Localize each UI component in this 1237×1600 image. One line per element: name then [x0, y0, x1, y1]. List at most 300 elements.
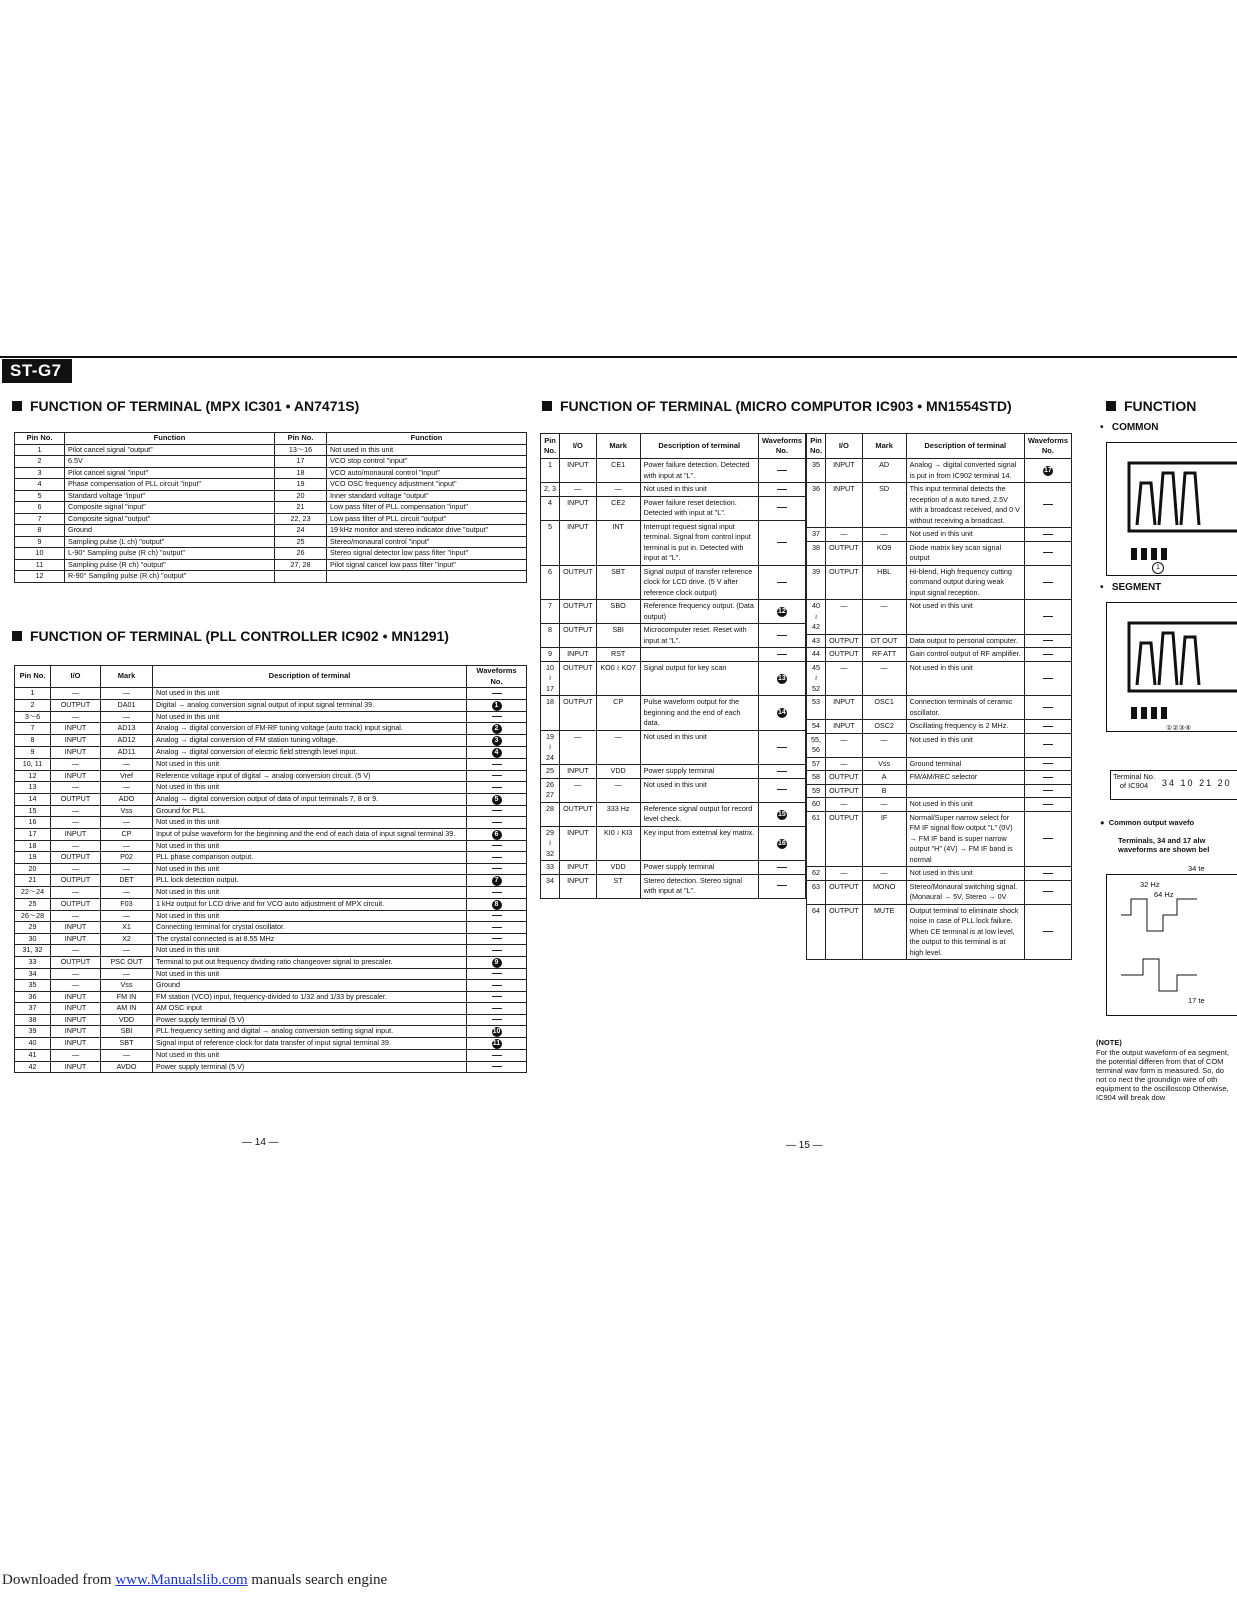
dash-icon	[1043, 654, 1053, 655]
table-cell: Digital → analog conversion signal output of input signal terminal 39.	[153, 699, 467, 711]
table-cell: Not used in this unit	[153, 711, 467, 723]
dash-icon	[492, 693, 502, 694]
dash-icon	[777, 654, 787, 655]
dash-icon	[492, 996, 502, 997]
col-header: Function	[65, 433, 275, 445]
table-row	[541, 624, 806, 648]
waveform-number-icon: 9	[492, 958, 502, 968]
table-cell: —	[826, 733, 863, 757]
dash-icon	[492, 857, 502, 858]
col-header: Pin No.	[541, 434, 560, 459]
table-cell: SBT	[596, 565, 640, 600]
table-cell: Not used in this unit	[153, 1050, 467, 1062]
table-row	[15, 536, 527, 548]
table-row	[807, 528, 1072, 542]
waveform-cell	[1024, 733, 1071, 757]
segment-label: • SEGMENT	[1100, 582, 1162, 593]
table-cell: AD12	[101, 735, 153, 747]
table-cell: 59	[807, 784, 826, 798]
table-row	[541, 520, 806, 565]
waveform-cell	[467, 817, 527, 829]
waveform-cell	[758, 861, 805, 875]
table-cell: Microcomputer reset. Reset with input at "L".	[640, 624, 758, 648]
dash-icon	[492, 938, 502, 939]
dash-icon	[492, 927, 502, 928]
waveform-number-icon: 8	[492, 900, 502, 910]
table-cell: 29 ≀ 32	[541, 826, 560, 861]
table-row	[541, 874, 806, 898]
table-cell: —	[560, 483, 597, 497]
table-cell: 6	[15, 502, 65, 514]
table-cell: 9	[15, 536, 65, 548]
table-cell: 26 27	[541, 778, 560, 802]
table-row	[15, 525, 527, 537]
micro-heading	[542, 398, 1012, 414]
waveform-cell	[1024, 600, 1071, 635]
waveform-cell	[1024, 784, 1071, 798]
waveform-cell	[467, 1026, 527, 1038]
table-cell: INPUT	[826, 720, 863, 734]
table-cell: 15	[15, 805, 51, 817]
table-cell: 18	[541, 696, 560, 731]
table-cell: OUTPUT	[560, 624, 597, 648]
table-row	[807, 811, 1072, 867]
table-cell: 4	[15, 479, 65, 491]
table-cell: 63	[807, 880, 826, 904]
table-cell: Not used in this unit	[906, 661, 1024, 696]
footer-suffix: manuals search engine	[247, 1572, 388, 1588]
table-cell: —	[101, 711, 153, 723]
table-cell: INPUT	[826, 696, 863, 720]
table-row	[15, 559, 527, 571]
table-cell: INPUT	[560, 648, 597, 662]
table-cell: AD13	[101, 723, 153, 735]
table-cell: —	[51, 945, 101, 957]
terminal-values	[1162, 778, 1232, 788]
table-row	[541, 802, 806, 826]
table-row	[15, 968, 527, 980]
table-row	[15, 805, 527, 817]
bullet-square-icon	[1106, 401, 1116, 411]
table-cell: Standard voltage "input"	[65, 490, 275, 502]
t17-label: 17 te	[1188, 996, 1205, 1005]
table-row	[15, 828, 527, 840]
lcd-segment-icon	[1107, 603, 1237, 731]
table-cell: 18	[275, 467, 327, 479]
table-row	[15, 852, 527, 864]
waveform-cell	[467, 1014, 527, 1026]
table-cell: PLL frequency setting and digital → analog conversion setting signal input.	[153, 1026, 467, 1038]
table-cell: PSC OUT	[101, 956, 153, 968]
table-row	[15, 1061, 527, 1073]
table-cell: —	[826, 528, 863, 542]
table-row	[807, 696, 1072, 720]
table-row	[541, 648, 806, 662]
table-cell: OUTPUT	[826, 771, 863, 785]
table-cell: Vss	[101, 805, 153, 817]
bullet-square-icon	[542, 401, 552, 411]
table-row	[15, 898, 527, 910]
dash-icon	[1043, 873, 1053, 874]
table-cell: Analog → digital conversion output of data of input terminals 7, 8 or 9.	[153, 793, 467, 805]
table-cell: OSC2	[862, 720, 906, 734]
table-row	[541, 765, 806, 779]
table-cell: SBI	[101, 1026, 153, 1038]
dash-icon	[1043, 790, 1053, 791]
dash-icon	[1043, 931, 1053, 932]
table-cell: —	[51, 688, 101, 700]
table-cell: INPUT	[51, 922, 101, 934]
waveform-cell	[467, 735, 527, 747]
table-cell: —	[560, 778, 597, 802]
note-title: (NOTE)	[1096, 1038, 1122, 1047]
table-cell: 16	[15, 817, 51, 829]
waveform-cell	[1024, 811, 1071, 867]
table-cell: 14	[15, 793, 51, 805]
waveform-cell	[758, 730, 805, 765]
table-cell: Not used in this unit	[327, 444, 527, 456]
dash-icon	[1043, 534, 1053, 535]
table-row	[15, 711, 527, 723]
table-cell: OUTPUT	[826, 880, 863, 904]
waveform-cell	[467, 991, 527, 1003]
waveform-cell	[758, 459, 805, 483]
dash-icon	[777, 582, 787, 583]
table-cell: INPUT	[560, 496, 597, 520]
table-cell: INPUT	[560, 874, 597, 898]
waveform-cell	[758, 778, 805, 802]
table-cell: —	[862, 528, 906, 542]
table-cell	[275, 571, 327, 583]
table-cell: B	[862, 784, 906, 798]
table-cell: —	[51, 863, 101, 875]
table-cell: 1 kHz output for LCD drive and for VCO auto adjustment of MPX circuit.	[153, 898, 467, 910]
table-cell: Not used in this unit	[906, 798, 1024, 812]
col-header: Pin No.	[275, 433, 327, 445]
side-panel	[1092, 380, 1237, 1140]
bullet-square-icon	[12, 401, 22, 411]
waveform-cell	[467, 688, 527, 700]
table-row	[15, 817, 527, 829]
waveform-cell	[467, 828, 527, 840]
dash-icon	[1043, 552, 1053, 553]
table-row	[15, 956, 527, 968]
table-cell: 43	[807, 634, 826, 648]
table-cell: Not used in this unit	[906, 528, 1024, 542]
table-row	[15, 490, 527, 502]
table-cell: —	[101, 863, 153, 875]
table-cell: 22～24	[15, 887, 51, 899]
table-cell: 39	[15, 1026, 51, 1038]
waveform-icon	[1107, 875, 1237, 1015]
waveform-cell	[467, 1038, 527, 1050]
table-cell: Gain control output of RF amplifier.	[906, 648, 1024, 662]
table-cell: 58	[807, 771, 826, 785]
table-cell: INT	[596, 520, 640, 565]
table-row	[15, 840, 527, 852]
table-cell: —	[101, 840, 153, 852]
table-cell: —	[862, 733, 906, 757]
table-cell: 12	[15, 571, 65, 583]
terminal-value: 21	[1199, 778, 1214, 788]
col-header: Description of terminal	[906, 434, 1024, 459]
dash-icon	[492, 985, 502, 986]
dash-icon	[1043, 804, 1053, 805]
table-row	[541, 861, 806, 875]
table-row	[541, 496, 806, 520]
table-cell: Not used in this unit	[906, 600, 1024, 635]
table-cell: Power supply terminal	[640, 765, 758, 779]
table-cell: OUTPUT	[826, 565, 863, 600]
waveform-cell	[1024, 565, 1071, 600]
table-row	[541, 483, 806, 497]
table-cell: SBO	[596, 600, 640, 624]
waveform-cell	[758, 802, 805, 826]
table-row	[15, 548, 527, 560]
waveform-cell	[1024, 459, 1071, 483]
table-row	[807, 720, 1072, 734]
table-cell: —	[51, 910, 101, 922]
table-cell: Oscillating frequency is 2 MHz.	[906, 720, 1024, 734]
table-row	[807, 757, 1072, 771]
table-cell: RF ATT	[862, 648, 906, 662]
dash-icon	[1043, 678, 1053, 679]
lcd-common-diagram	[1106, 442, 1237, 576]
table-cell: INPUT	[51, 1003, 101, 1015]
table-cell: Connection terminals of ceramic oscillator.	[906, 696, 1024, 720]
col-header: I/O	[826, 434, 863, 459]
table-row	[807, 867, 1072, 881]
table-cell: Stereo/monaural control "input"	[327, 536, 527, 548]
table-row	[541, 826, 806, 861]
table-cell: —	[101, 759, 153, 771]
waveform-cell	[467, 875, 527, 887]
dash-icon	[492, 845, 502, 846]
table-cell: 35	[807, 459, 826, 483]
table-cell: Connecting terminal for crystal oscillator.	[153, 922, 467, 934]
table-cell: Normal/Super narrow select for FM IF signal flow output "L" (0V) → FM IF band is super narrow output "H" (4V) → FM IF band is normal	[906, 811, 1024, 867]
table-row	[15, 1038, 527, 1050]
table-cell: AM OSC input	[153, 1003, 467, 1015]
table-cell: Sampling pulse (L ch) "output"	[65, 536, 275, 548]
table-cell: PLL lock detection output.	[153, 875, 467, 887]
terminal-label: Terminal No. of IC904	[1112, 772, 1156, 790]
table-cell: 8	[15, 735, 51, 747]
table-cell: INPUT	[560, 765, 597, 779]
waveform-cell	[467, 759, 527, 771]
waveform-cell	[758, 496, 805, 520]
table-cell: L-90° Sampling pulse (R ch) "output"	[65, 548, 275, 560]
table-cell: FM/AM/REC selector	[906, 771, 1024, 785]
table-cell: Composite signal "input"	[65, 502, 275, 514]
dash-icon	[492, 716, 502, 717]
table-cell: OUTPUT	[560, 565, 597, 600]
table-cell: INPUT	[51, 828, 101, 840]
table-row	[541, 459, 806, 483]
table-cell: —	[51, 887, 101, 899]
dash-icon	[777, 542, 787, 543]
dash-icon	[492, 868, 502, 869]
table-cell: A	[862, 771, 906, 785]
pll-heading	[12, 628, 449, 644]
table-row	[15, 467, 527, 479]
table-cell: ST	[596, 874, 640, 898]
table-cell: 17	[275, 456, 327, 468]
table-cell: Not used in this unit	[640, 778, 758, 802]
table-cell: —	[826, 757, 863, 771]
waveform-cell	[467, 840, 527, 852]
table-cell: INPUT	[560, 459, 597, 483]
common-output-text: Common output wavefo	[1108, 818, 1195, 827]
table-cell: INPUT	[51, 933, 101, 945]
waveform-number-icon: 2	[492, 724, 502, 734]
waveform-cell	[467, 747, 527, 759]
table-cell: —	[101, 887, 153, 899]
waveform-number-icon: 13	[778, 674, 786, 682]
table-row	[15, 688, 527, 700]
table-cell: OUTPUT	[560, 600, 597, 624]
table-cell: 26～28	[15, 910, 51, 922]
table-row	[807, 565, 1072, 600]
table-cell: KO0 ≀ KO7	[596, 661, 640, 696]
table-cell: 39	[807, 565, 826, 600]
table-row	[15, 1014, 527, 1026]
table-cell: Vss	[862, 757, 906, 771]
table-cell: —	[826, 798, 863, 812]
side-title: FUNCTION	[1124, 398, 1197, 414]
table-cell: 1	[15, 688, 51, 700]
table-cell: 8	[15, 525, 65, 537]
table-cell: Power supply terminal (5 V)	[153, 1014, 467, 1026]
col-header: I/O	[51, 666, 101, 688]
table-cell: 25	[541, 765, 560, 779]
terminals-text: Terminals, 34 and 17 alw waveforms are shown bel	[1118, 836, 1210, 854]
mpx-table	[14, 432, 527, 583]
table-cell: 20	[275, 490, 327, 502]
table-cell: —	[101, 817, 153, 829]
dash-icon	[1043, 504, 1053, 505]
table-cell: 22, 23	[275, 513, 327, 525]
table-cell: VDD	[101, 1014, 153, 1026]
manualslib-link[interactable]: www.Manualslib.com	[115, 1572, 248, 1588]
dash-icon	[492, 810, 502, 811]
table-cell: 1	[541, 459, 560, 483]
table-cell: Power supply terminal	[640, 861, 758, 875]
table-cell: Interrupt request signal input terminal. Signal from control input terminal is put in. Detected with input at "L".	[640, 520, 758, 565]
table-cell: P02	[101, 852, 153, 864]
waveform-cell	[467, 980, 527, 992]
waveform-number-icon: 11	[492, 1040, 501, 1047]
common-label: • COMMON	[1100, 422, 1159, 433]
waveform-cell	[467, 956, 527, 968]
table-cell: 28	[541, 802, 560, 826]
table-cell: 10	[15, 548, 65, 560]
waveform-number-icon: 1	[492, 701, 502, 711]
terminal-value: 10	[1180, 778, 1195, 788]
table-cell: 57	[807, 757, 826, 771]
table-cell: Signal output for key scan	[640, 661, 758, 696]
dash-icon	[777, 470, 787, 471]
dash-icon	[492, 822, 502, 823]
waveform-cell	[467, 852, 527, 864]
table-cell: MUTE	[862, 904, 906, 960]
table-row	[15, 1003, 527, 1015]
table-cell: 5	[541, 520, 560, 565]
table-row	[807, 771, 1072, 785]
table-cell: 34	[541, 874, 560, 898]
table-cell: Data output to personal computer.	[906, 634, 1024, 648]
table-cell: VDD	[596, 861, 640, 875]
table-cell: Vref	[101, 770, 153, 782]
table-cell: OUTPUT	[826, 784, 863, 798]
table-row	[15, 571, 527, 583]
dash-icon	[492, 764, 502, 765]
table-cell: 333 Hz	[596, 802, 640, 826]
table-row	[15, 699, 527, 711]
table-cell: 4	[541, 496, 560, 520]
waveform-cell	[467, 910, 527, 922]
waveform-number-icon: 7	[492, 876, 502, 886]
table-cell: Reference frequency output. (Data output)	[640, 600, 758, 624]
hz64-label: 64 Hz	[1154, 890, 1174, 899]
table-cell: OUTPUT	[826, 904, 863, 960]
table-cell: KI0 ≀ KI3	[596, 826, 640, 861]
table-cell: Pulse waveform output for the beginning and the end of each data.	[640, 696, 758, 731]
table-cell: 19 ≀ 24	[541, 730, 560, 765]
table-cell: INPUT	[51, 770, 101, 782]
table-row	[15, 863, 527, 875]
dash-icon	[777, 771, 787, 772]
table-cell: 2	[15, 699, 51, 711]
table-row	[15, 770, 527, 782]
table-row	[15, 782, 527, 794]
table-cell: 30	[15, 933, 51, 945]
table-row	[15, 933, 527, 945]
waveform-cell	[1024, 648, 1071, 662]
table-cell: INPUT	[51, 1026, 101, 1038]
table-row	[15, 887, 527, 899]
waveform-cell	[758, 874, 805, 898]
table-cell: IF	[862, 811, 906, 867]
waveform-cell	[1024, 798, 1071, 812]
table-row	[541, 600, 806, 624]
col-header: Pin No.	[15, 666, 51, 688]
table-cell: 21	[15, 875, 51, 887]
micro-table-right	[806, 433, 1072, 960]
dash-icon	[1043, 582, 1053, 583]
table-cell	[640, 648, 758, 662]
waveform-number-icon: 12	[778, 608, 786, 615]
dash-icon	[1043, 838, 1053, 839]
table-cell: Analog → digital converted signal is put in from IC902 terminal 14.	[906, 459, 1024, 483]
waveform-cell	[1024, 880, 1071, 904]
table-cell: INPUT	[826, 483, 863, 528]
table-cell: 53	[807, 696, 826, 720]
table-cell: 36	[807, 483, 826, 528]
table-row	[807, 648, 1072, 662]
waveform-cell	[467, 968, 527, 980]
table-cell: Not used in this unit	[153, 688, 467, 700]
table-cell: 33	[541, 861, 560, 875]
waveform-cell	[758, 483, 805, 497]
table-cell: 24	[275, 525, 327, 537]
table-cell: 40	[15, 1038, 51, 1050]
table-cell: INPUT	[826, 459, 863, 483]
table-cell: Stereo detection. Stereo signal with input at "L".	[640, 874, 758, 898]
table-cell: —	[101, 945, 153, 957]
table-cell: PLL phase comparison output.	[153, 852, 467, 864]
table-row	[15, 479, 527, 491]
